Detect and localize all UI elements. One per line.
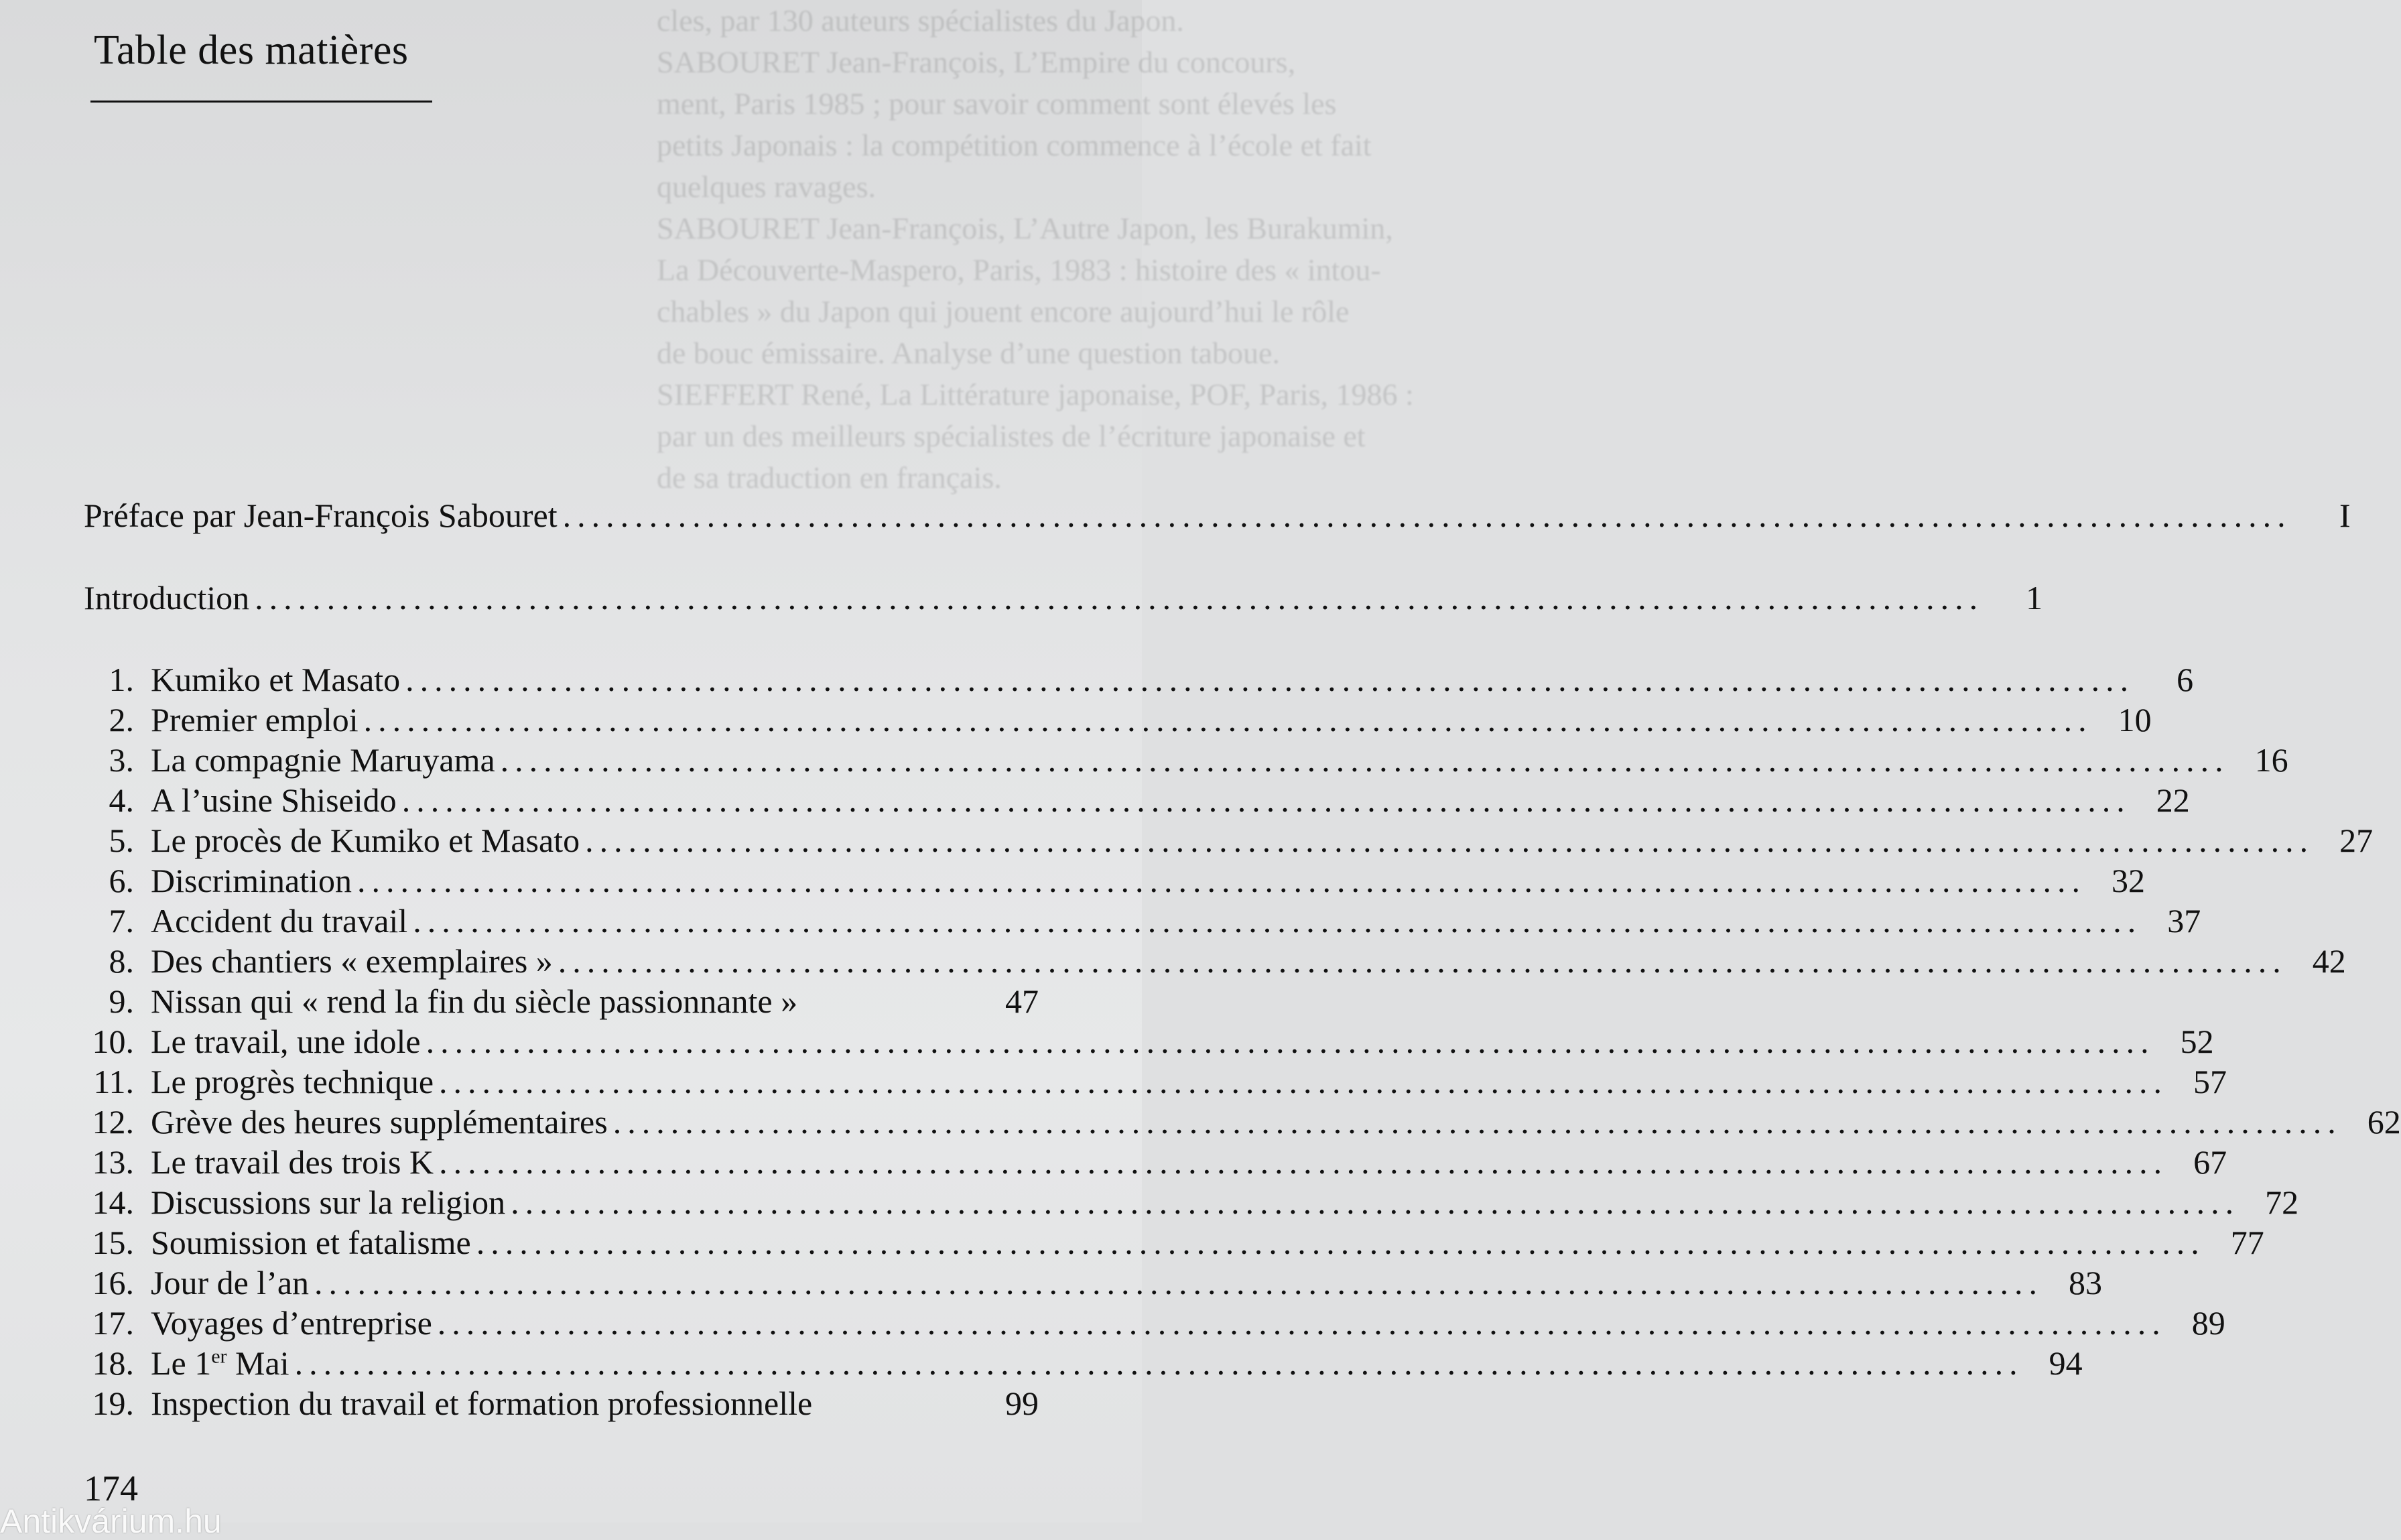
- dot-leader: ........................................................................................................................: [413, 902, 2142, 940]
- chapter-title: Voyages d’entreprise: [151, 1304, 432, 1342]
- toc-chapter-8: [80, 942, 2346, 983]
- chapter-page: 47: [1005, 982, 1039, 1020]
- dot-leader: ........................................................................................................................: [585, 822, 2315, 859]
- toc-chapter-7: [80, 901, 2201, 943]
- chapter-number: 17.: [92, 1304, 134, 1342]
- toc-chapter-14: [80, 1183, 2299, 1224]
- chapter-title: Premier emploi: [151, 701, 359, 739]
- dot-leader: ........................................................................................................................: [294, 1344, 2024, 1382]
- dot-leader: ........................................................................................................................: [562, 497, 2292, 534]
- toc-entry-page: I: [2339, 497, 2351, 534]
- toc-chapter-16: [80, 1263, 2103, 1305]
- chapter-page: 72: [2265, 1183, 2299, 1221]
- dot-leader: ........................................................................................................................: [511, 1183, 2240, 1221]
- toc-chapter-17: [80, 1303, 2225, 1345]
- chapter-title: Le 1er Mai: [151, 1344, 289, 1382]
- watermark: Antikvárium.hu: [0, 1502, 222, 1540]
- chapter-number: 15.: [92, 1224, 134, 1261]
- chapter-page: 10: [2118, 701, 2152, 739]
- chapter-page: 57: [2193, 1063, 2227, 1100]
- chapter-number: 1.: [109, 661, 134, 698]
- chapter-title: Soumission et fatalisme: [151, 1224, 471, 1261]
- toc-entry-label: Introduction: [84, 579, 250, 617]
- dot-leader: ........................................................................................................................: [500, 741, 2229, 779]
- dot-leader: ........................................................................................................................: [437, 1304, 2166, 1342]
- chapter-number: 18.: [92, 1344, 134, 1382]
- chapter-title: Discrimination: [151, 862, 352, 899]
- chapter-number: 3.: [109, 741, 134, 779]
- dot-leader: ........................................................................................................................: [476, 1224, 2205, 1261]
- dot-leader: ........................................................................................................................: [363, 701, 2093, 739]
- chapter-page: 62: [2367, 1103, 2401, 1141]
- dot-leader: ........................................................................................................................: [356, 862, 2086, 899]
- chapter-number: 14.: [92, 1183, 134, 1221]
- toc-chapter-3: [80, 741, 2288, 782]
- chapter-page: 83: [2069, 1264, 2103, 1301]
- dot-leader: ........................................................................................................................: [255, 579, 1984, 617]
- chapter-title: A l’usine Shiseido: [151, 781, 397, 819]
- chapter-number: 2.: [109, 701, 134, 739]
- chapter-number: 11.: [93, 1063, 134, 1100]
- chapter-page: 94: [2049, 1344, 2083, 1382]
- chapter-title: Grève des heures supplémentaires: [151, 1103, 608, 1141]
- chapter-page: 89: [2191, 1304, 2225, 1342]
- chapter-number: 4.: [109, 781, 134, 819]
- toc-chapter-18: [80, 1344, 2083, 1385]
- chapter-page: 32: [2111, 862, 2145, 899]
- toc-chapter-13: [80, 1143, 2227, 1184]
- toc-chapter-4: [80, 781, 2190, 822]
- toc-entry-introduction: [84, 578, 2043, 620]
- toc-chapter-2: [80, 700, 2152, 742]
- dot-leader: ........................................................................................................................: [439, 1143, 2168, 1181]
- toc-chapter-1: [80, 660, 2194, 702]
- chapter-page: 42: [2312, 942, 2346, 980]
- toc-chapter-5: [80, 821, 2374, 862]
- dot-leader: ........................................................................................................................: [439, 1063, 2168, 1100]
- title-underline: [90, 101, 432, 103]
- chapter-page: 37: [2167, 902, 2201, 940]
- toc-chapter-11: [80, 1062, 2227, 1104]
- dot-leader: ........................................................................................................................: [612, 1103, 2342, 1141]
- chapter-page: 77: [2230, 1224, 2264, 1261]
- show-through-text: cles, par 130 auteurs spécialistes du Japon. SABOURET Jean-François, L’Empire du concours, ment, Paris 1985 ; pour savoir comment sont élevés les petits Japonais : la compétition commence à l’école et fait quelques ravages. SABOURET Jean-François, L’Autre Japon, les Burakumin, La Découverte-Maspero, Paris, 1983 : histoire des « intou- chables » du Japon qui jouent encore aujourd’hui le rôle de bouc émissaire. Analyse d’une question taboue. SIEFFERT René, La Littérature japonaise, POF, Paris, 1986 : par un des meilleurs spécialistes de l’écriture japonaise et de sa traduction en français.: [657, 3, 1414, 495]
- chapter-number: 5.: [109, 822, 134, 859]
- chapter-title: Nissan qui « rend la fin du siècle passionnante »: [151, 982, 798, 1020]
- chapter-number: 6.: [109, 862, 134, 899]
- chapter-title: Le progrès technique: [151, 1063, 434, 1100]
- toc-chapter-15: [80, 1223, 2264, 1265]
- toc-chapter-19: [80, 1384, 1039, 1425]
- chapter-page: 99: [1005, 1385, 1039, 1422]
- chapter-number: 13.: [92, 1143, 134, 1181]
- toc-chapter-12: [80, 1102, 2401, 1144]
- dot-leader: ........................................................................................................................: [558, 942, 2287, 980]
- toc-entry-page: 1: [2026, 579, 2043, 617]
- chapter-number: 8.: [109, 942, 134, 980]
- chapter-page: 27: [2339, 822, 2374, 859]
- dot-leader: ........................................................................................................................: [426, 1023, 2155, 1060]
- chapter-title: Jour de l’an: [151, 1264, 310, 1301]
- chapter-number: 16.: [92, 1264, 134, 1301]
- chapter-page: 16: [2254, 741, 2288, 779]
- toc-chapter-6: [80, 861, 2145, 903]
- toc-entry-label: Préface par Jean-François Sabouret: [84, 497, 558, 534]
- chapter-title: Kumiko et Masato: [151, 661, 401, 698]
- dot-leader: ........................................................................................................................: [401, 781, 2131, 819]
- page-number: 174: [84, 1468, 138, 1509]
- dot-leader: ........................................................................................................................: [405, 661, 2135, 698]
- toc-chapter-10: [80, 1022, 2214, 1064]
- chapter-page: 22: [2156, 781, 2190, 819]
- chapter-title: Le procès de Kumiko et Masato: [151, 822, 580, 859]
- chapter-number: 10.: [92, 1023, 134, 1060]
- chapter-title: Le travail des trois K: [151, 1143, 434, 1181]
- chapter-title: La compagnie Maruyama: [151, 741, 495, 779]
- chapter-title: Accident du travail: [151, 902, 408, 940]
- chapter-number: 7.: [109, 902, 134, 940]
- chapter-number: 12.: [92, 1103, 134, 1141]
- dot-leader: ........................................................................................................................: [314, 1264, 2044, 1301]
- toc-chapter-9: [80, 982, 1039, 1023]
- chapter-page: 52: [2180, 1023, 2214, 1060]
- chapter-title: Le travail, une idole: [151, 1023, 421, 1060]
- chapter-page: 67: [2193, 1143, 2227, 1181]
- chapter-page: 6: [2177, 661, 2194, 698]
- chapter-title: Inspection du travail et formation professionnelle: [151, 1385, 813, 1422]
- chapter-number: 9.: [109, 982, 134, 1020]
- toc-title: Table des matières: [94, 27, 409, 73]
- toc-entry-preface: [84, 496, 2351, 537]
- superscript: er: [211, 1345, 227, 1368]
- chapter-title: Discussions sur la religion: [151, 1183, 506, 1221]
- chapter-title: Des chantiers « exemplaires »: [151, 942, 553, 980]
- chapter-number: 19.: [92, 1385, 134, 1422]
